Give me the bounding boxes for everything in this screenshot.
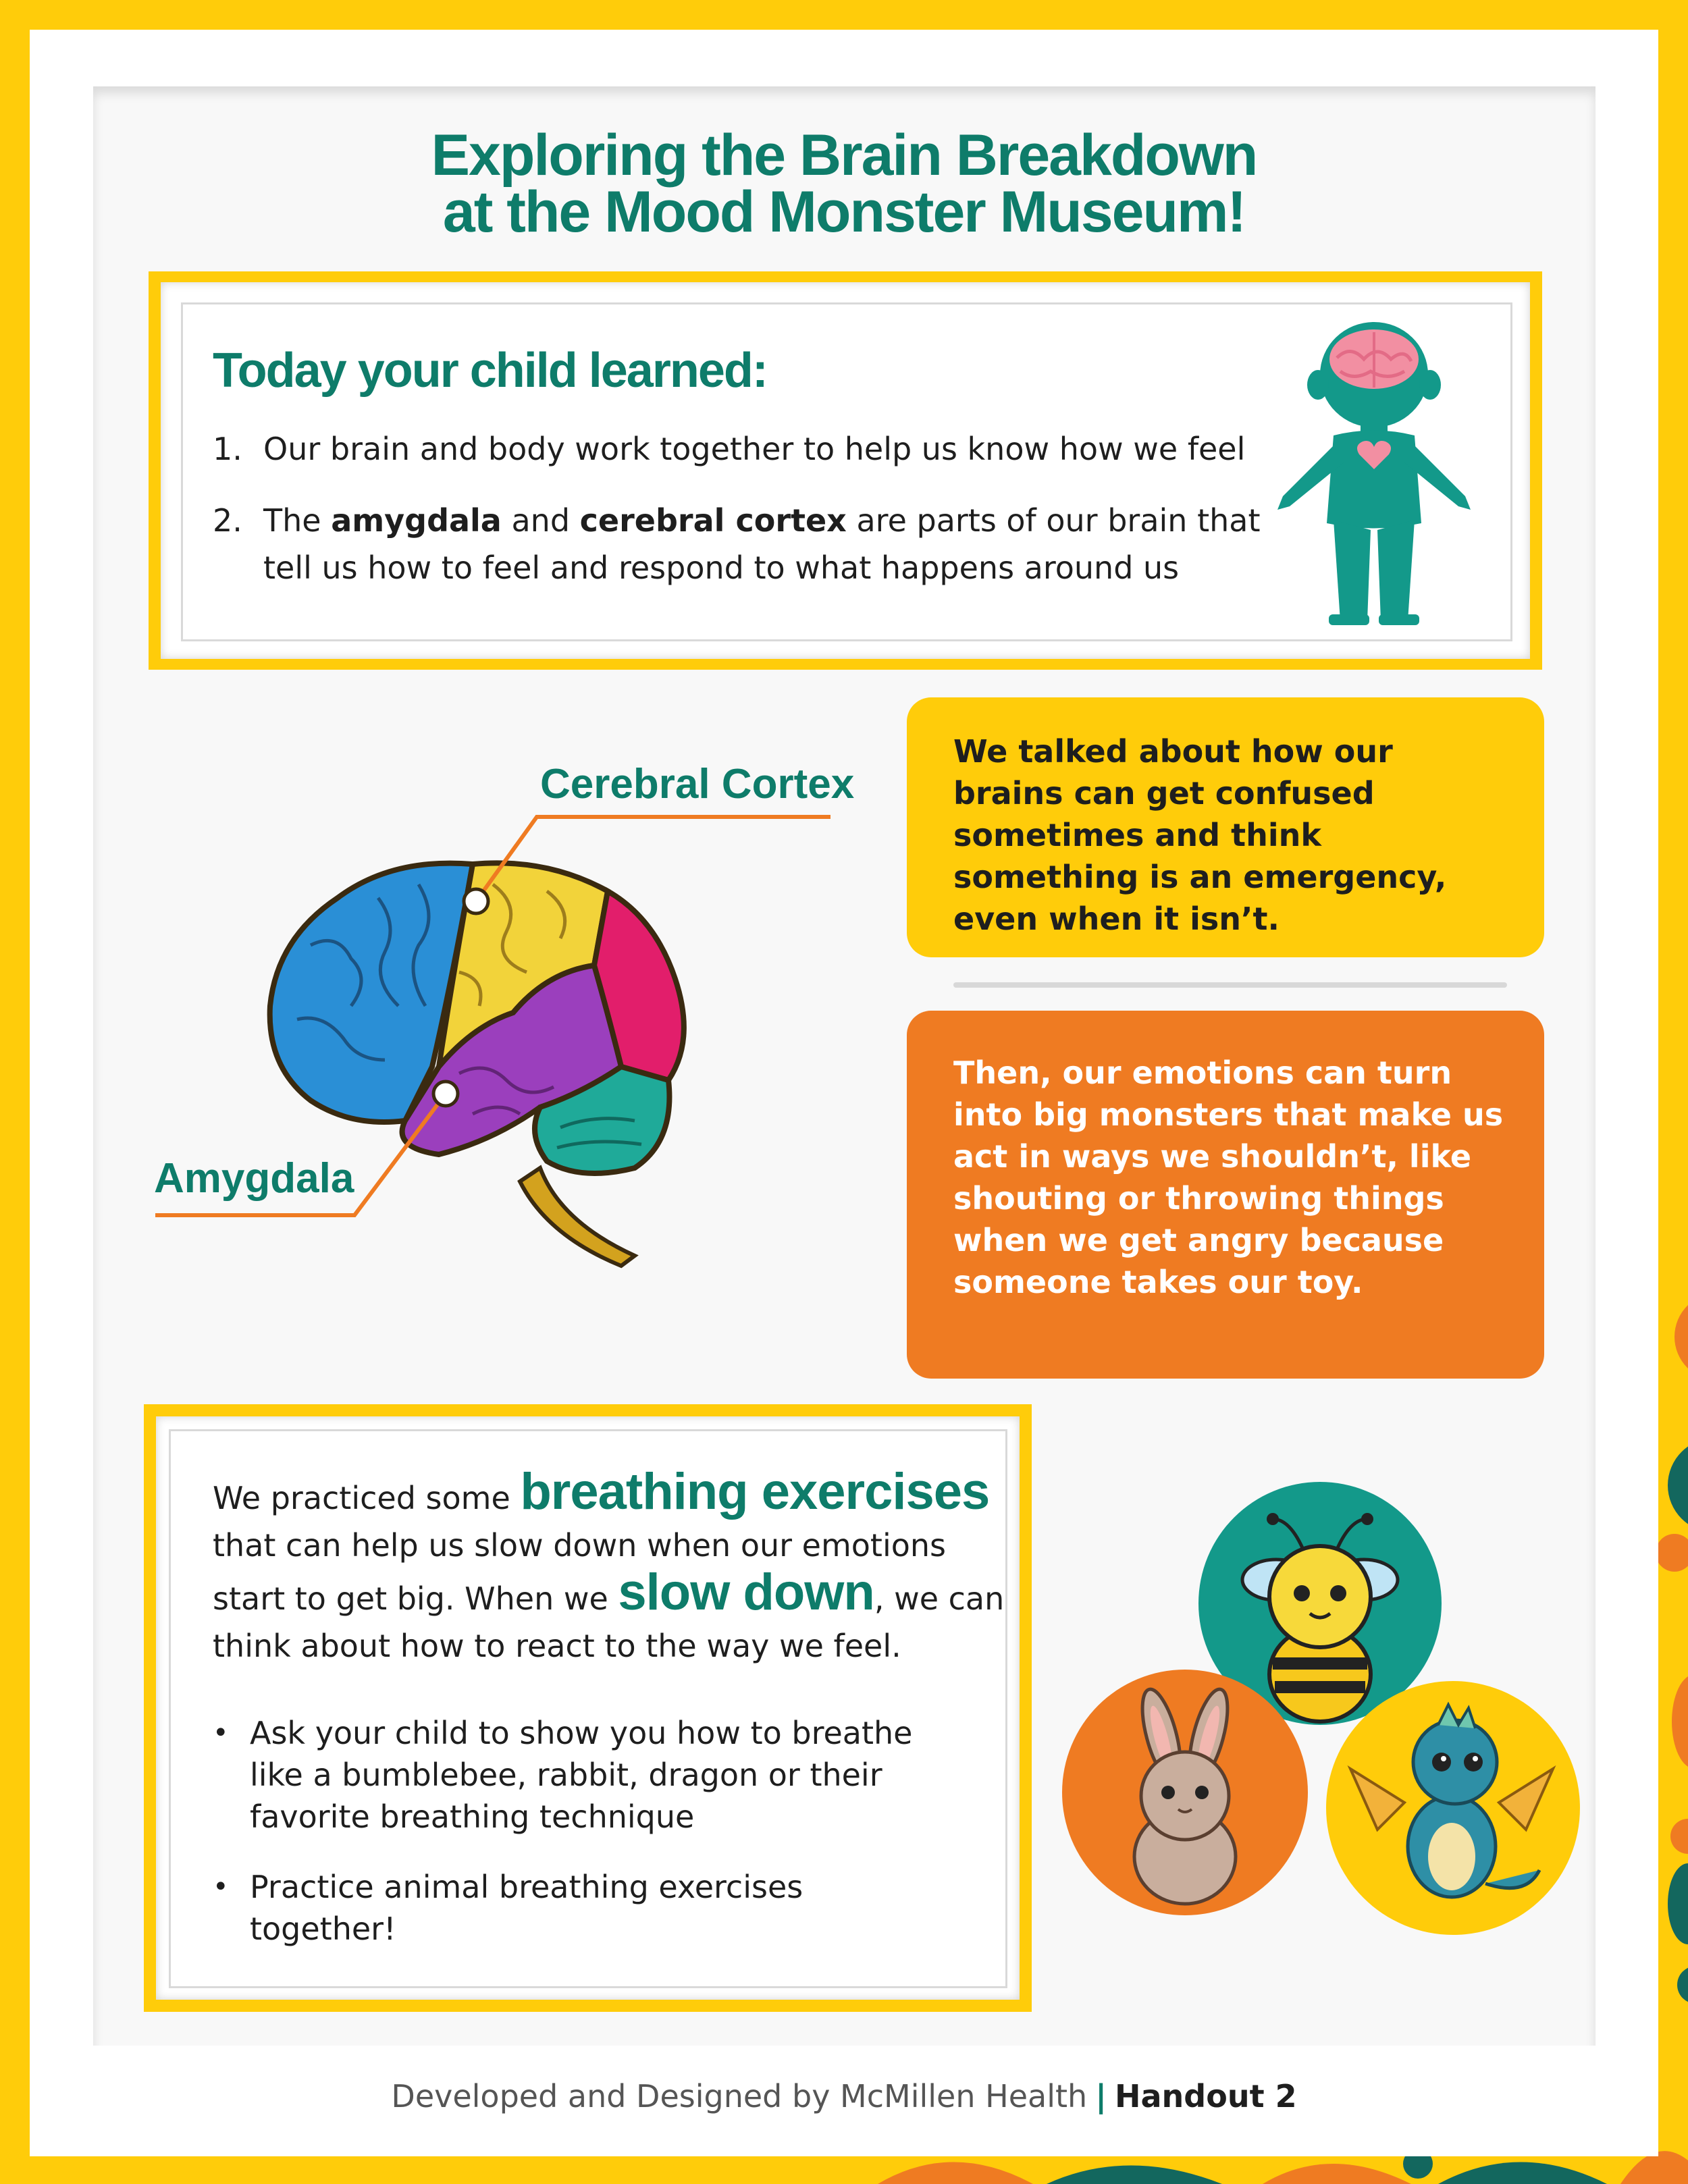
cerebral-cortex-term: cerebral cortex <box>579 502 847 539</box>
bullet-marker: • <box>213 1871 229 1902</box>
handout-label: Handout 2 <box>1115 2078 1297 2114</box>
title-line-2: at the Mood Monster Museum! <box>442 180 1246 244</box>
child-silhouette-icon <box>1269 317 1479 628</box>
animal-illustrations <box>1060 1479 1580 1944</box>
list-number-1: 1. <box>213 431 242 467</box>
footer-credit: Developed and Designed by McMillen Health <box>391 2078 1088 2114</box>
bullet-item-2: Practice animal breathing exercises together! <box>250 1869 803 1947</box>
list-item-2: The amygdala and cerebral cortex are parts of our brain that tell us how to feel and respond to what happens around us <box>263 502 1261 586</box>
confusion-callout-text: We talked about how our brains can get confused sometimes and think something is an emergency, even when it isn’t. <box>953 733 1447 937</box>
bullet-item-1: Ask your child to show you how to breathe like a bumblebee, rabbit, dragon or their favorite breathing technique <box>250 1715 913 1835</box>
list-item-1: Our brain and body work together to help us know how we feel <box>263 431 1246 467</box>
monsters-callout-text: Then, our emotions can turn into big monsters that make us act in ways we shouldn’t, like shouting or throwing things when we get angry because someone takes our toy. <box>953 1055 1504 1300</box>
breathing-paragraph: We practiced some breathing exercises that can help us slow down when our emotions start to get big. When we slow down, we can think about how to react to the way we feel. <box>213 1463 1005 1664</box>
divider <box>953 982 1507 988</box>
amygdala-label: Amygdala <box>154 1155 354 1202</box>
title-line-1: Exploring the Brain Breakdown <box>431 123 1257 188</box>
cerebral-cortex-label: Cerebral Cortex <box>540 761 855 807</box>
list-number-2: 2. <box>213 502 242 539</box>
amygdala-term: amygdala <box>331 502 502 539</box>
learned-heading: Today your child learned: <box>213 344 767 398</box>
bullet-marker: • <box>213 1717 229 1749</box>
footer-separator: | <box>1095 2078 1107 2114</box>
footer <box>135 2078 1553 2114</box>
slow-down-emphasis: slow down <box>618 1564 874 1621</box>
page-title <box>169 123 1519 244</box>
breathing-exercises-emphasis: breathing exercises <box>520 1463 990 1520</box>
